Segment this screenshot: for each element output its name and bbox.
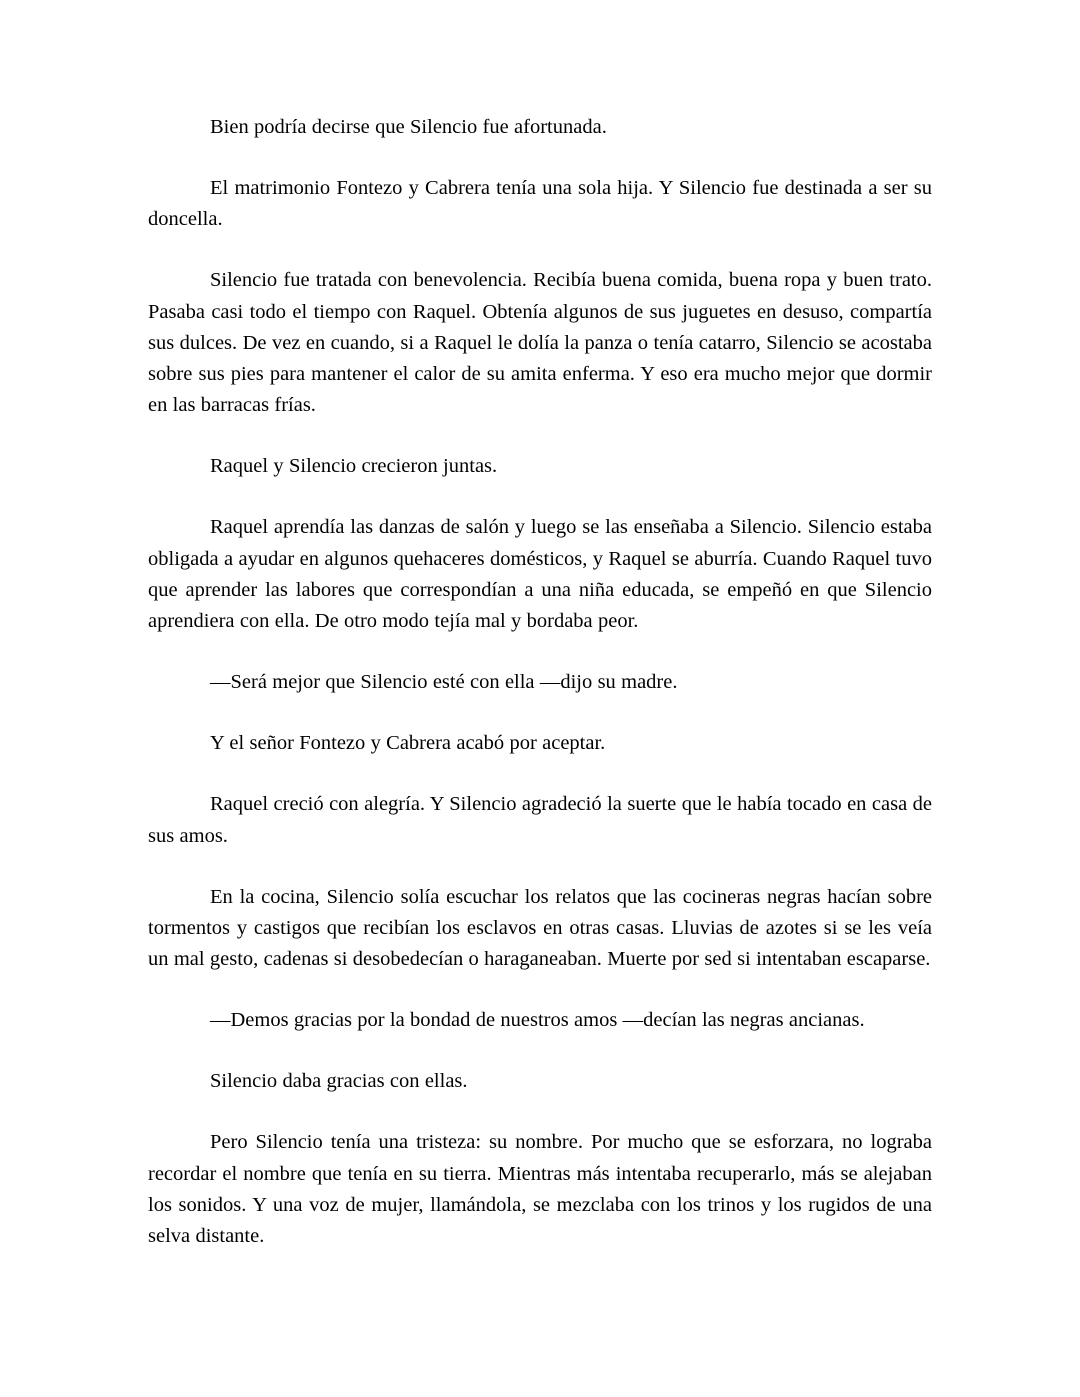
paragraph: El matrimonio Fontezo y Cabrera tenía una sola hija. Y Silencio fue destinada a ser su doncella.	[148, 177, 932, 231]
paragraph: Pero Silencio tenía una tristeza: su nombre. Por mucho que se esforzara, no lograba recordar el nombre que tenía en su tierra. Mientras más intentaba recuperarlo, más se alejaban los sonidos. Y una voz de mujer, llamándola, se mezclaba con los trinos y los rugidos de una selva distante.	[148, 1131, 932, 1247]
paragraph: Y el señor Fontezo y Cabrera acabó por aceptar.	[210, 732, 606, 755]
paragraph: —Demos gracias por la bondad de nuestros amos —decían las negras ancianas.	[210, 1009, 865, 1032]
paragraph: —Será mejor que Silencio esté con ella —dijo su madre.	[210, 671, 678, 694]
document-body	[148, 112, 932, 1252]
paragraph: Raquel aprendía las danzas de salón y luego se las enseñaba a Silencio. Silencio estaba obligada a ayudar en algunos quehaceres domésticos, y Raquel se aburría. Cuando Raquel tuvo que aprender las labores que correspondían a una niña educada, se empeñó en que Silencio aprendiera con ella. De otro modo tejía mal y bordaba peor.	[148, 516, 932, 632]
paragraph: Bien podría decirse que Silencio fue afortunada.	[210, 116, 607, 138]
paragraph: Silencio fue tratada con benevolencia. Recibía buena comida, buena ropa y buen trato. Pasaba casi todo el tiempo con Raquel. Obtenía algunos de sus juguetes en desuso, compartía sus dulces. De vez en cuando, si a Raquel le dolía la panza o tenía catarro, Silencio se acostaba sobre sus pies para mantener el calor de su amita enferma. Y eso era mucho mejor que dormir en las barracas frías.	[148, 269, 932, 417]
paragraph: Silencio daba gracias con ellas.	[210, 1070, 468, 1093]
paragraph: Raquel y Silencio crecieron juntas.	[210, 455, 498, 478]
paragraph: En la cocina, Silencio solía escuchar los relatos que las cocineras negras hacían sobre tormentos y castigos que recibían los esclavos en otras casas. Lluvias de azotes si se les veía un mal gesto, cadenas si desobedecían o haraganeaban. Muerte por sed si intentaban escaparse.	[148, 885, 932, 970]
paragraph: Raquel creció con alegría. Y Silencio agradeció la suerte que le había tocado en casa de sus amos.	[148, 793, 932, 847]
